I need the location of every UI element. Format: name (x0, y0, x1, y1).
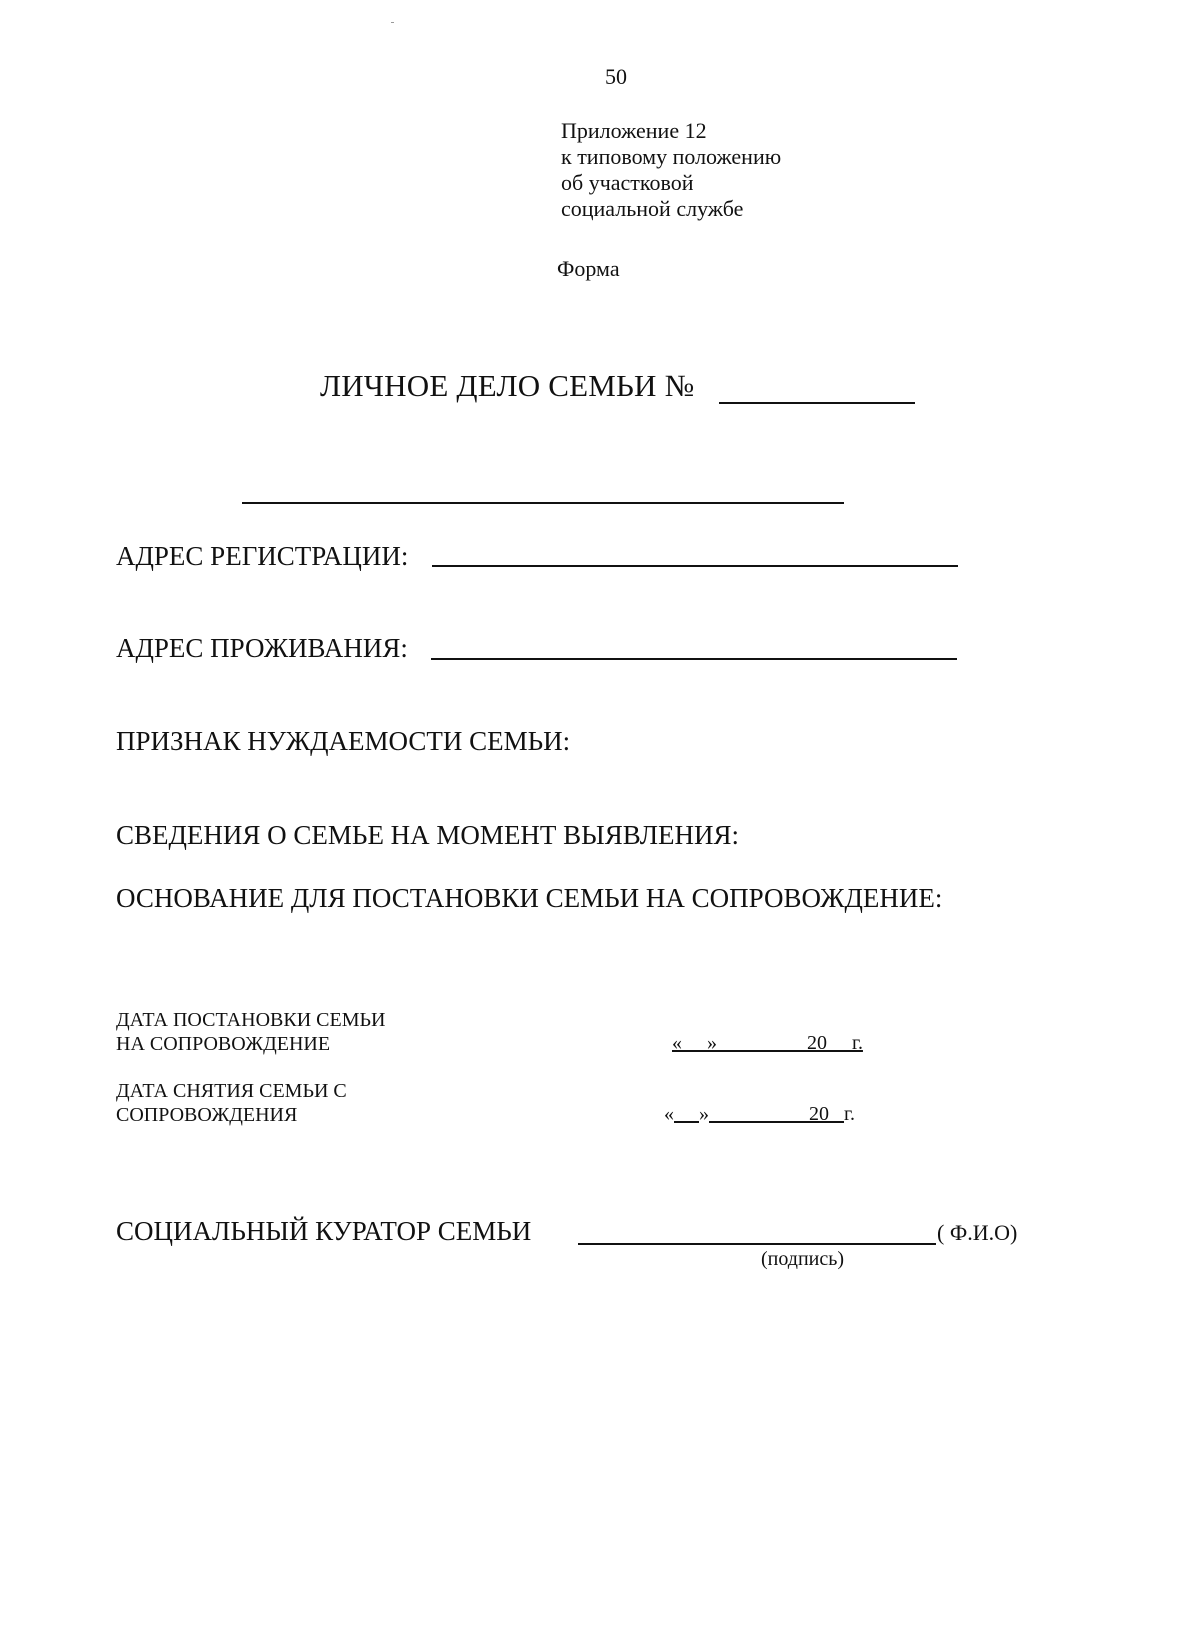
curator-label: СОЦИАЛЬНЫЙ КУРАТОР СЕМЬИ (116, 1216, 532, 1246)
date-close-quote: » (699, 1103, 709, 1125)
appendix-reference (561, 118, 781, 222)
appendix-line: Приложение 12 (561, 118, 707, 143)
registration-address-blank (432, 565, 958, 567)
appendix-line: к типовому положению (561, 144, 782, 169)
family-number-blank (719, 402, 915, 404)
year-suffix: г. (844, 1103, 855, 1125)
appendix-line: об участковой (561, 170, 694, 195)
basis-label: ОСНОВАНИЕ ДЛЯ ПОСТАНОВКИ СЕМЬИ НА СОПРОВОЖДЕНИЕ: (116, 883, 943, 913)
registration-date-blank: « » 20 г. (672, 1032, 863, 1054)
residence-address-label: АДРЕС ПРОЖИВАНИЯ: (116, 633, 408, 663)
registration-address-label: АДРЕС РЕГИСТРАЦИИ: (116, 541, 409, 571)
removal-date-label (116, 1079, 347, 1127)
curator-fio-label: ( Ф.И.О) (937, 1220, 1018, 1245)
year-prefix: 20 (809, 1103, 829, 1125)
family-info-label: СВЕДЕНИЯ О СЕМЬЕ НА МОМЕНТ ВЫЯВЛЕНИЯ: (116, 820, 740, 850)
registration-date-label (116, 1008, 385, 1056)
date-open-quote: « (664, 1103, 674, 1125)
removal-date-blank (664, 1103, 855, 1126)
scan-artifact (391, 22, 394, 23)
registration-date-label-line: НА СОПРОВОЖДЕНИЕ (116, 1033, 331, 1055)
form-label: Форма (557, 256, 620, 281)
day-blank (674, 1103, 699, 1125)
month-blank (709, 1103, 809, 1125)
removal-date-label-line: ДАТА СНЯТИЯ СЕМЬИ С (116, 1080, 347, 1102)
document-title: ЛИЧНОЕ ДЕЛО СЕМЬИ № (320, 368, 695, 403)
signature-caption: (подпись) (761, 1248, 845, 1270)
family-name-blank (242, 502, 844, 504)
curator-signature-blank (578, 1243, 936, 1245)
page-number: 50 (605, 64, 627, 89)
registration-date-label-line: ДАТА ПОСТАНОВКИ СЕМЬИ (116, 1009, 386, 1031)
need-sign-label: ПРИЗНАК НУЖДАЕМОСТИ СЕМЬИ: (116, 726, 571, 756)
removal-date-label-line: СОПРОВОЖДЕНИЯ (116, 1104, 298, 1126)
appendix-line: социальной службе (561, 196, 744, 221)
residence-address-blank (431, 658, 957, 660)
year-blank (829, 1103, 844, 1125)
